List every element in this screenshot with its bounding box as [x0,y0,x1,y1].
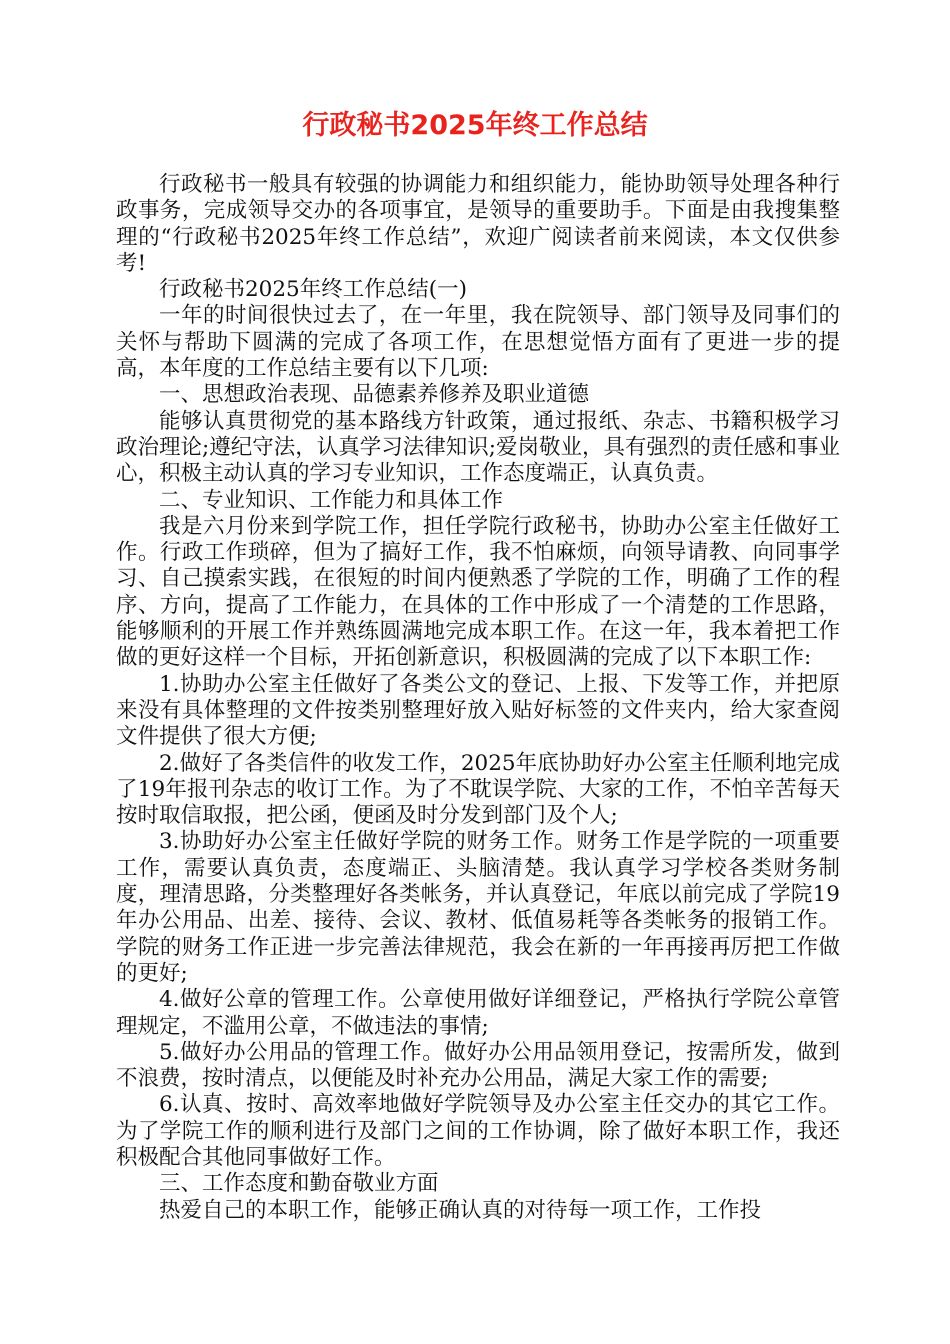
list-item-1: 1.协助办公室主任做好了各类公文的登记、上报、下发等工作，并把原来没有具体整理的文件按类别整理好放入贴好标签的文件夹内，给大家查阅文件提供了很大方便; [116,671,840,750]
list-item-6: 6.认真、按时、高效率地做好学院领导及办公室主任交办的其它工作。为了学院工作的顺利进行及部门之间的工作协调，除了做好本职工作，我还积极配合其他同事做好工作。 [116,1092,840,1170]
paragraph-section-2: 我是六月份来到学院工作，担任学院行政秘书，协助办公室主任做好工作。行政工作琐碎，但为了搞好工作，我不怕麻烦，向领导请教、向同事学习、自己摸索实践，在很短的时间内便熟悉了学院的工作，明确了工作的程序、方向，提高了工作能力，在具体的工作中形成了一个清楚的工作思路，能够顺利的开展工作并熟练圆满地完成本职工作。在这一年，我本着把工作做的更好这样一个目标，开拓创新意识，积极圆满的完成了以下本职工作: [116,513,840,671]
document-title: 行政秘书2025年终工作总结 [302,110,648,141]
list-item-3: 3.协助好办公室主任做好学院的财务工作。财务工作是学院的一项重要工作，需要认真负责，态度端正、头脑清楚。我认真学习学校各类财务制度，理清思路，分类整理好各类帐务，并认真登记，年底以前完成了学院19年办公用品、出差、接待、会议、教材、低值易耗等各类帐务的报销工作。学院的财务工作正进一步完善法律规范，我会在新的一年再接再厉把工作做的更好; [116,829,840,986]
document-body [116,172,840,1224]
section-heading-3: 三、工作态度和勤奋敬业方面 [159,1171,439,1197]
paragraph-section-3: 热爱自己的本职工作，能够正确认真的对待每一项工作，工作投 [159,1197,762,1223]
section-heading-1: 一、思想政治表现、品德素养修养及职业道德 [159,382,590,408]
list-item-5: 5.做好办公用品的管理工作。做好办公用品领用登记，按需所发，做到不浪费，按时清点，以便能及时补充办公用品，满足大家工作的需要; [116,1039,840,1092]
paragraph-overview: 一年的时间很快过去了，在一年里，我在院领导、部门领导及同事们的关怀与帮助下圆满的完成了各项工作，在思想觉悟方面有了更进一步的提高，本年度的工作总结主要有以下几项: [116,303,840,382]
section-heading-2: 二、专业知识、工作能力和具体工作 [159,487,504,513]
list-item-4: 4.做好公章的管理工作。公章使用做好详细登记，严格执行学院公章管理规定，不滥用公章，不做违法的事情; [116,987,840,1039]
paragraph-intro: 行政秘书一般具有较强的协调能力和组织能力，能协助领导处理各种行政事务，完成领导交办的各项事宜，是领导的重要助手。下面是由我搜集整理的“行政秘书2025年终工作总结”，欢迎广阅读者前来阅读，本文仅供参考! [116,172,840,276]
paragraph-section-1: 能够认真贯彻党的基本路线方针政策，通过报纸、杂志、书籍积极学习政治理论;遵纪守法，认真学习法律知识;爱岗敬业，具有强烈的责任感和事业心，积极主动认真的学习专业知识，工作态度端正，认真负责。 [116,408,840,487]
list-item-2: 2.做好了各类信件的收发工作，2025年底协助好办公室主任顺利地完成了19年报刊杂志的收订工作。为了不耽误学院、大家的工作，不怕辛苦每天按时取信取报，把公函，便函及时分发到部门及个人; [116,750,840,829]
paragraph-subtitle: 行政秘书2025年终工作总结(一) [159,277,467,303]
